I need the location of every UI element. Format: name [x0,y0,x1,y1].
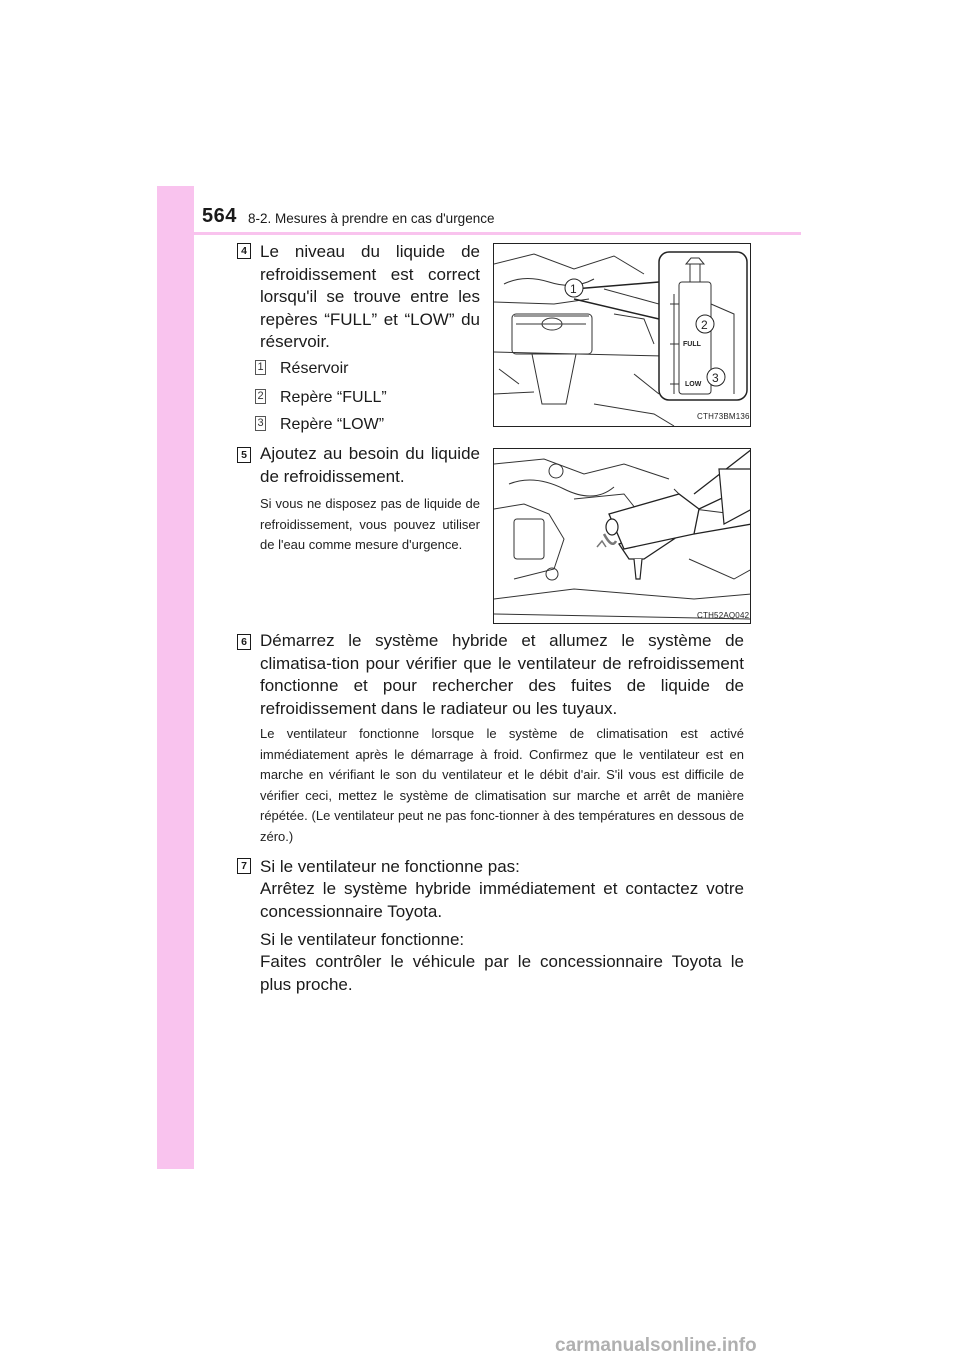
callout-3: 3 [712,371,719,385]
step-6-text: Démarrez le système hybride et allumez le système de climatisa-tion pour vérifier que le ventilateur de refroidissement fonctionne et pour rechercher des fuites de liquide de refroidissement dans le radiateur ou les tuyaux. [260,631,744,718]
item-3-badge: 3 [255,416,266,431]
low-mark-text: LOW [685,381,702,388]
coolant-reservoir-illustration [493,243,751,427]
step-4-text: Le niveau du liquide de refroidissement est correct lorsqu'il se trouve entre les repères “FULL” et “LOW” du réservoir. [260,242,480,351]
refill-drawing [494,449,751,624]
step-7-action-off: Arrêtez le système hybride immédiatement et contactez votre concessionnaire Toyota. [260,879,744,921]
step-6-note: Le ventilateur fonctionne lorsque le système de climatisation est activé immédiatement après le démarrage à froid. Confirmez que le ventilateur est en marche en vérifiant le son du ventilateur et le débit d'air. S'il vous est difficile de vérifier ceci, mettez le système de climatisation sur marche et arrêt de manière répétée. (Le ventilateur peut ne pas fonc-tionner à des températures en dessous de zéro.) [260,726,744,844]
item-2-badge: 2 [255,389,266,404]
full-mark-text: FULL [683,341,701,348]
step-5-text: Ajoutez au besoin du liquide de refroidissement. [260,444,480,486]
section-title: 8-2. Mesures à prendre en cas d'urgence [248,211,495,226]
callout-2: 2 [701,318,708,332]
item-3-label: Repère “LOW” [280,416,385,433]
step-7-condition-off: Si le ventilateur ne fonctionne pas: [260,857,520,876]
coolant-refill-illustration [493,448,751,624]
item-1-label: Réservoir [280,360,349,377]
engine-bay-drawing [494,244,751,427]
figure-code-1: CTH73BM136 [697,412,750,421]
step-7-condition-on: Si le ventilateur fonctionne: [260,930,465,949]
step-6-badge: 6 [237,634,251,650]
step-7-badge: 7 [237,858,251,874]
watermark: carmanualsonline.info [555,1335,757,1356]
step-5-badge: 5 [237,447,251,463]
page-number: 564 [202,205,237,227]
sidebar-tab [157,186,194,1169]
step-7-action-on: Faites contrôler le véhicule par le concessionnaire Toyota le plus proche. [260,952,744,994]
header-rule [194,232,801,235]
figure-code-2: CTH52AQ042 [697,611,750,620]
step-5-note: Si vous ne disposez pas de liquide de refroidissement, vous pouvez utiliser de l'eau comme mesure d'urgence. [260,496,480,552]
step-4-badge: 4 [237,243,251,259]
item-1-badge: 1 [255,360,266,375]
callout-1: 1 [570,282,577,296]
item-2-label: Repère “FULL” [280,389,387,406]
